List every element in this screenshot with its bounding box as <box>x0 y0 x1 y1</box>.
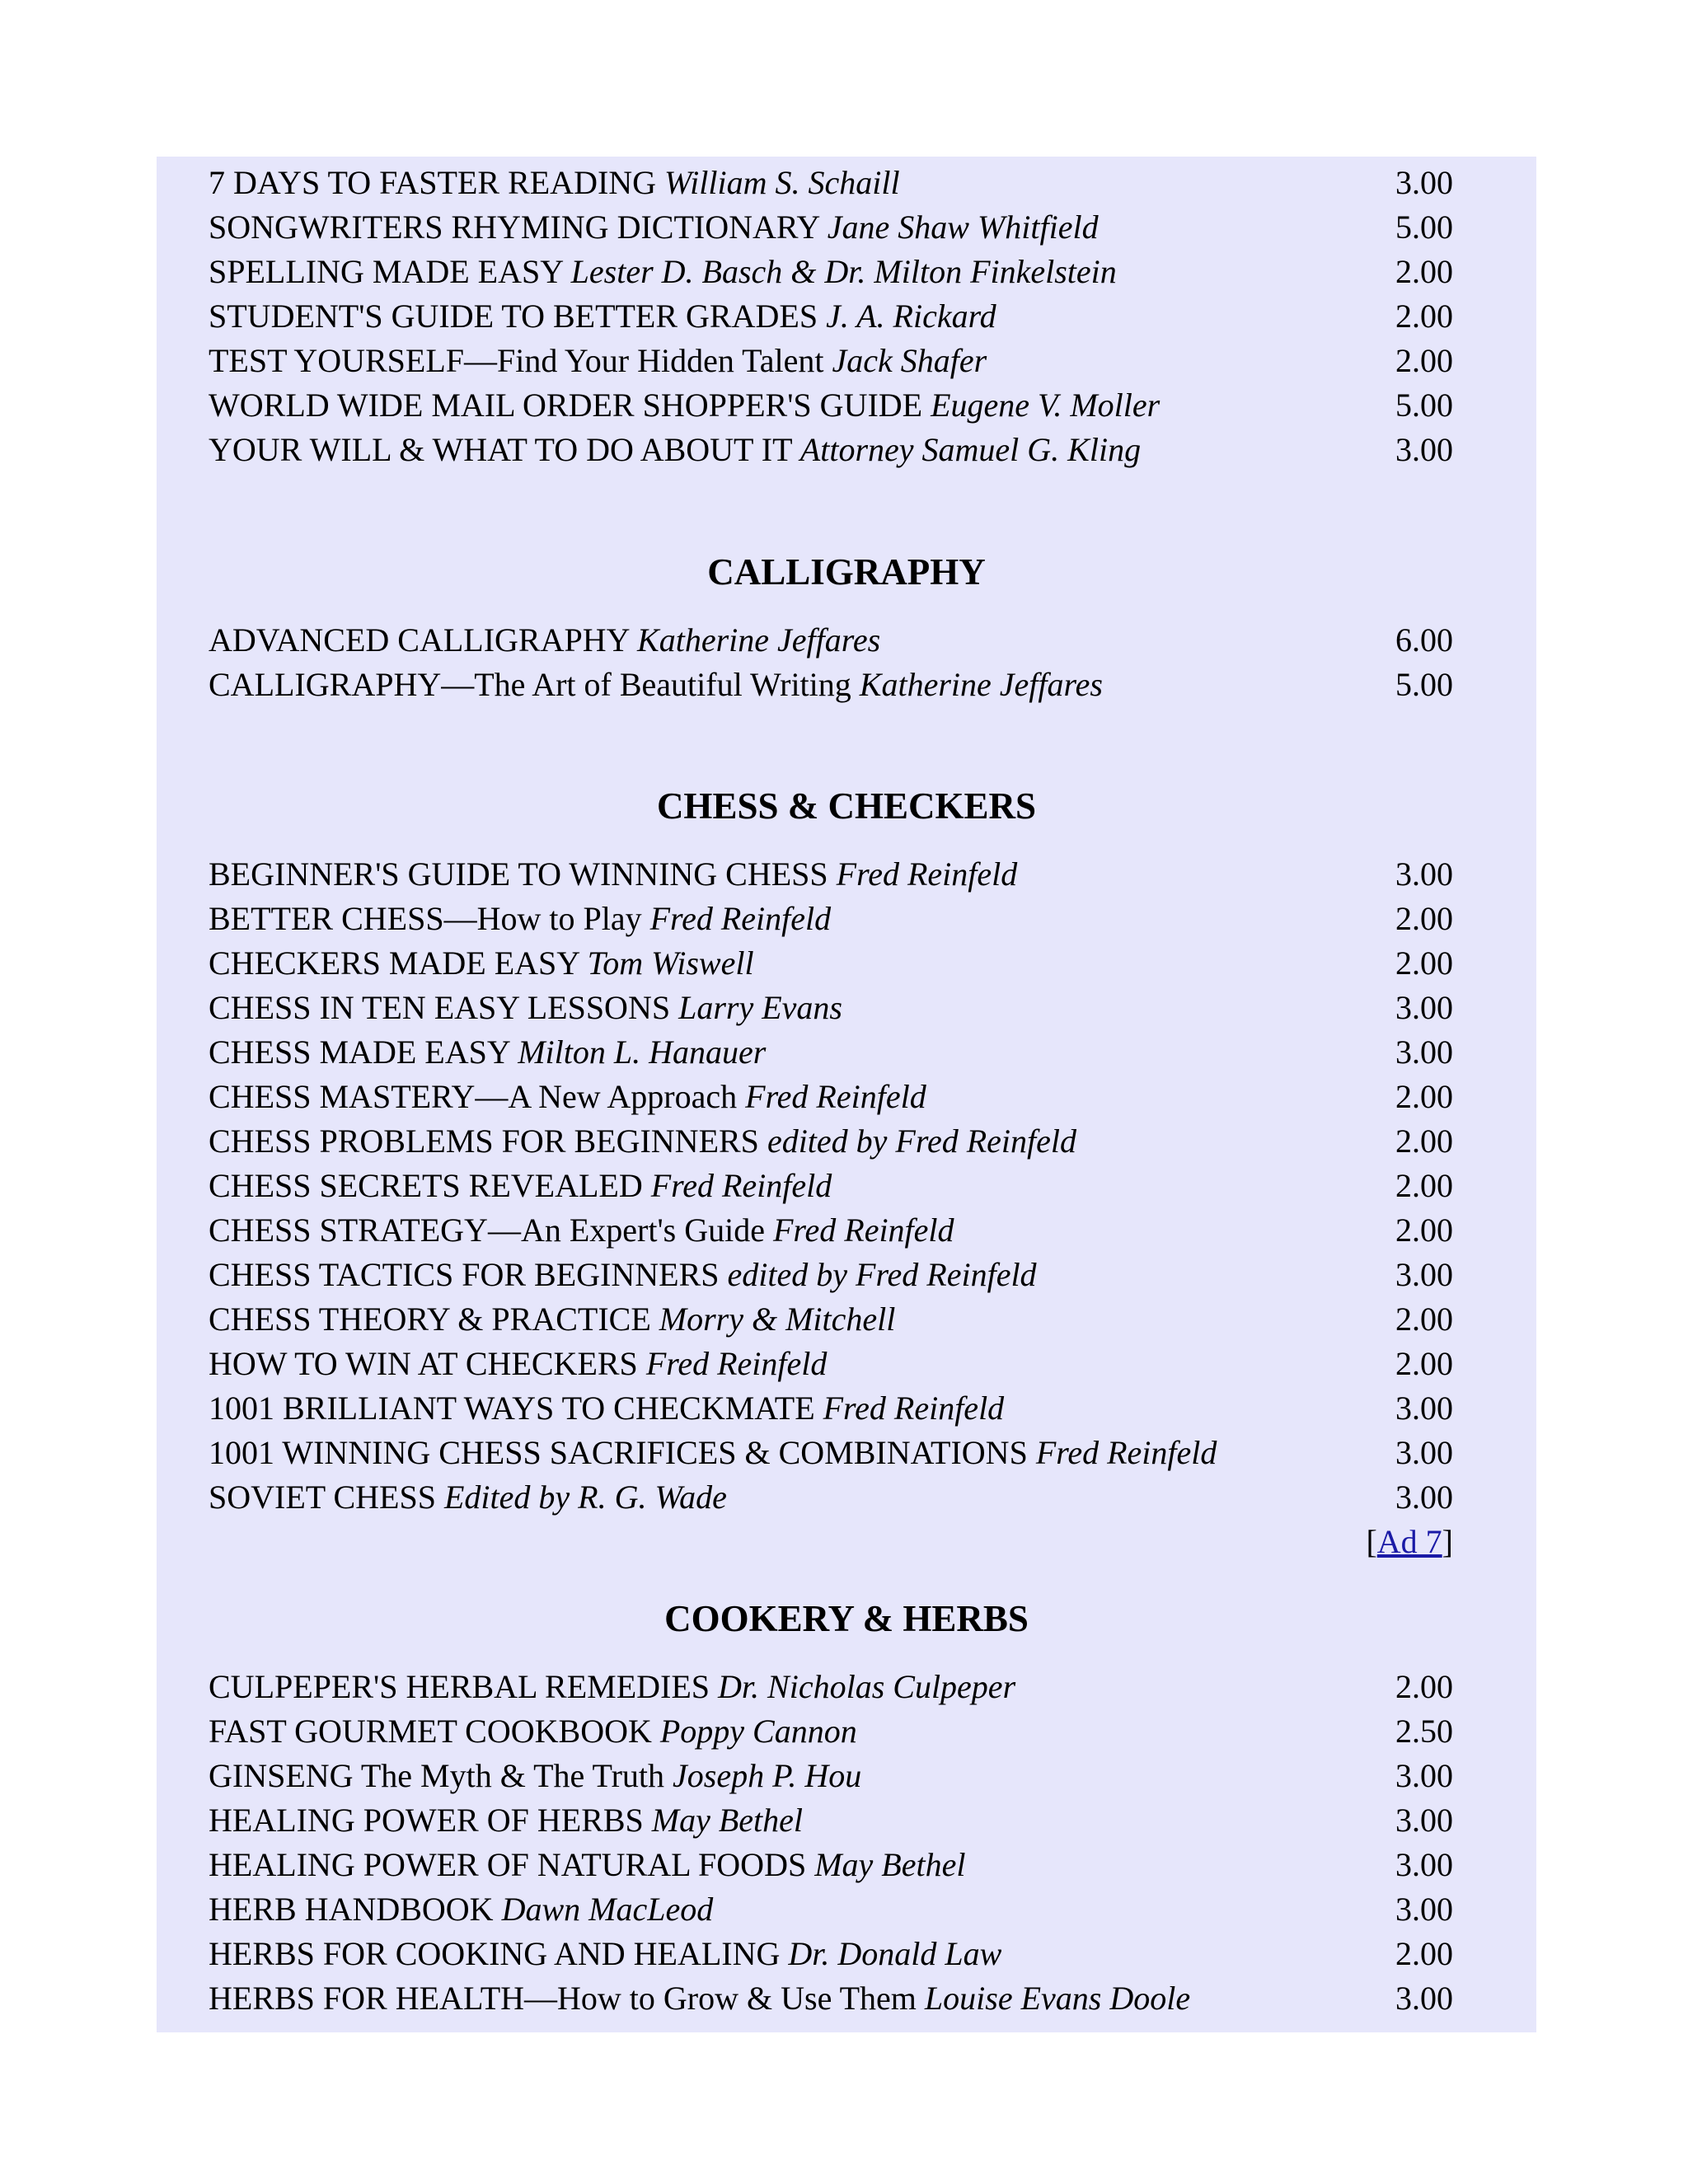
book-row <box>209 1754 1453 1798</box>
book-row <box>209 1253 1453 1297</box>
book-price: 5.00 <box>1395 666 1453 703</box>
book-row <box>209 941 1453 986</box>
book-price: 2.00 <box>1395 1301 1453 1338</box>
book-row <box>209 1798 1453 1843</box>
book-row <box>209 161 1453 205</box>
book-price: 2.00 <box>1395 944 1453 982</box>
ad-bracket-open: [ <box>1366 1523 1377 1560</box>
book-title: CHESS MADE EASY <box>209 1033 510 1071</box>
book-author: William S. Schaill <box>664 164 900 201</box>
book-row <box>209 339 1453 383</box>
book-price: 5.00 <box>1395 209 1453 246</box>
book-row <box>209 1342 1453 1386</box>
book-row <box>209 1665 1453 1709</box>
book-price: 3.00 <box>1395 855 1453 893</box>
book-author: Dawn MacLeod <box>501 1891 714 1928</box>
book-title: SPELLING MADE EASY <box>209 253 563 290</box>
book-author: J. A. Rickard <box>826 298 996 335</box>
book-title: YOUR WILL & WHAT TO DO ABOUT IT <box>209 431 792 468</box>
book-title: CHECKERS MADE EASY <box>209 944 579 982</box>
book-price: 2.00 <box>1395 1935 1453 1972</box>
book-author: Tom Wiswell <box>587 944 754 982</box>
book-price: 3.00 <box>1395 1757 1453 1794</box>
book-author: Attorney Samuel G. Kling <box>799 431 1142 468</box>
book-title: CHESS IN TEN EASY LESSONS <box>209 989 671 1026</box>
book-price: 2.00 <box>1395 1345 1453 1382</box>
book-author: Larry Evans <box>678 989 842 1026</box>
book-author: Fred Reinfeld <box>1035 1434 1217 1471</box>
book-row <box>209 205 1453 250</box>
book-title: CHESS SECRETS REVEALED <box>209 1167 643 1204</box>
book-price: 3.00 <box>1395 1390 1453 1427</box>
ad-bracket-close: ] <box>1442 1523 1453 1560</box>
book-row <box>209 1164 1453 1208</box>
ad-reference <box>209 1520 1453 1564</box>
book-price: 3.00 <box>1395 1802 1453 1839</box>
book-title: SOVIET CHESS <box>209 1479 436 1516</box>
book-row <box>209 1297 1453 1342</box>
book-price: 5.00 <box>1395 387 1453 424</box>
book-author: Louise Evans Doole <box>924 1980 1191 2017</box>
book-row <box>209 618 1453 663</box>
book-row <box>209 1475 1453 1520</box>
book-price: 2.00 <box>1395 298 1453 335</box>
book-author: Poppy Cannon <box>659 1713 857 1750</box>
book-title: WORLD WIDE MAIL ORDER SHOPPER'S GUIDE <box>209 387 923 424</box>
book-row <box>209 294 1453 339</box>
book-price: 3.00 <box>1395 1891 1453 1928</box>
book-price: 3.00 <box>1395 1980 1453 2017</box>
book-price: 2.00 <box>1395 1122 1453 1160</box>
book-title: CHESS STRATEGY—An Expert's Guide <box>209 1212 765 1249</box>
book-title: HERB HANDBOOK <box>209 1891 494 1928</box>
book-price: 2.00 <box>1395 1212 1453 1249</box>
book-row <box>209 428 1453 472</box>
book-row <box>209 663 1453 707</box>
book-author: Edited by R. G. Wade <box>443 1479 727 1516</box>
book-price: 3.00 <box>1395 164 1453 201</box>
book-row <box>209 1932 1453 1976</box>
book-author: May Bethel <box>814 1846 966 1883</box>
book-title: HEALING POWER OF HERBS <box>209 1802 644 1839</box>
book-row <box>209 1843 1453 1887</box>
book-price: 3.00 <box>1395 1256 1453 1293</box>
book-price: 2.00 <box>1395 900 1453 937</box>
book-title: ADVANCED CALLIGRAPHY <box>209 621 630 658</box>
book-title: CALLIGRAPHY—The Art of Beautiful Writing <box>209 666 851 703</box>
book-row <box>209 1431 1453 1475</box>
book-title: HERBS FOR COOKING AND HEALING <box>209 1935 781 1972</box>
book-title: CULPEPER'S HERBAL REMEDIES <box>209 1668 710 1705</box>
book-price: 2.00 <box>1395 1167 1453 1204</box>
book-title: STUDENT'S GUIDE TO BETTER GRADES <box>209 298 818 335</box>
book-row <box>209 383 1453 428</box>
book-author: Morry & Mitchell <box>659 1301 896 1338</box>
book-author: Fred Reinfeld <box>745 1078 926 1115</box>
book-row <box>209 1709 1453 1754</box>
section-heading-chess-checkers: CHESS & CHECKERS <box>656 785 1037 827</box>
section-heading-cookery-herbs: COOKERY & HERBS <box>664 1598 1029 1639</box>
book-title: HOW TO WIN AT CHECKERS <box>209 1345 638 1382</box>
book-author: Milton L. Hanauer <box>518 1033 767 1071</box>
book-price: 3.00 <box>1395 1434 1453 1471</box>
book-title: BEGINNER'S GUIDE TO WINNING CHESS <box>209 855 828 893</box>
book-author: Fred Reinfeld <box>649 900 832 937</box>
book-title: CHESS PROBLEMS FOR BEGINNERS <box>209 1122 759 1160</box>
book-title: BETTER CHESS—How to Play <box>209 900 642 937</box>
book-author: Fred Reinfeld <box>645 1345 828 1382</box>
book-title: CHESS THEORY & PRACTICE <box>209 1301 651 1338</box>
book-author: edited by Fred Reinfeld <box>727 1256 1037 1293</box>
book-author: Fred Reinfeld <box>836 855 1018 893</box>
book-title: 1001 BRILLIANT WAYS TO CHECKMATE <box>209 1390 815 1427</box>
catalog-panel <box>157 157 1536 2032</box>
book-price: 2.00 <box>1395 1078 1453 1115</box>
book-author: Eugene V. Moller <box>931 387 1160 424</box>
book-author: May Bethel <box>651 1802 804 1839</box>
book-title: HEALING POWER OF NATURAL FOODS <box>209 1846 807 1883</box>
book-price: 2.00 <box>1395 1668 1453 1705</box>
book-title: SONGWRITERS RHYMING DICTIONARY <box>209 209 819 246</box>
section-heading-calligraphy: CALLIGRAPHY <box>707 551 986 593</box>
ad-7-link[interactable]: Ad 7 <box>1376 1523 1442 1560</box>
book-title: CHESS TACTICS FOR BEGINNERS <box>209 1256 720 1293</box>
book-author: Fred Reinfeld <box>823 1390 1005 1427</box>
book-author: Jack Shafer <box>832 342 987 379</box>
book-author: Fred Reinfeld <box>772 1212 954 1249</box>
book-row <box>209 1208 1453 1253</box>
book-row <box>209 1887 1453 1932</box>
book-price: 2.00 <box>1395 342 1453 379</box>
book-price: 3.00 <box>1395 1033 1453 1071</box>
book-row <box>209 852 1453 897</box>
book-row <box>209 1119 1453 1164</box>
book-row <box>209 1976 1453 2021</box>
book-author: Dr. Nicholas Culpeper <box>718 1668 1016 1705</box>
book-price: 2.00 <box>1395 253 1453 290</box>
book-author: Joseph P. Hou <box>673 1757 862 1794</box>
book-row <box>209 250 1453 294</box>
book-title: 7 DAYS TO FASTER READING <box>209 164 657 201</box>
book-author: Lester D. Basch & Dr. Milton Finkelstein <box>570 253 1117 290</box>
book-author: edited by Fred Reinfeld <box>767 1122 1076 1160</box>
book-title: FAST GOURMET COOKBOOK <box>209 1713 652 1750</box>
book-title: GINSENG The Myth & The Truth <box>209 1757 665 1794</box>
book-price: 2.50 <box>1395 1713 1453 1750</box>
book-author: Dr. Donald Law <box>788 1935 1002 1972</box>
book-row <box>209 986 1453 1030</box>
book-title: 1001 WINNING CHESS SACRIFICES & COMBINATIONS <box>209 1434 1028 1471</box>
book-price: 3.00 <box>1395 989 1453 1026</box>
book-author: Katherine Jeffares <box>637 621 881 658</box>
book-price: 3.00 <box>1395 1846 1453 1883</box>
book-title: TEST YOURSELF—Find Your Hidden Talent <box>209 342 824 379</box>
book-price: 6.00 <box>1395 621 1453 658</box>
book-row <box>209 1075 1453 1119</box>
book-author: Jane Shaw Whitfield <box>827 209 1099 246</box>
book-title: HERBS FOR HEALTH—How to Grow & Use Them <box>209 1980 917 2017</box>
book-row <box>209 897 1453 941</box>
book-price: 3.00 <box>1395 431 1453 468</box>
book-author: Fred Reinfeld <box>650 1167 832 1204</box>
book-price: 3.00 <box>1395 1479 1453 1516</box>
book-row <box>209 1030 1453 1075</box>
book-author: Katherine Jeffares <box>859 666 1103 703</box>
book-title: CHESS MASTERY—A New Approach <box>209 1078 738 1115</box>
book-row <box>209 1386 1453 1431</box>
